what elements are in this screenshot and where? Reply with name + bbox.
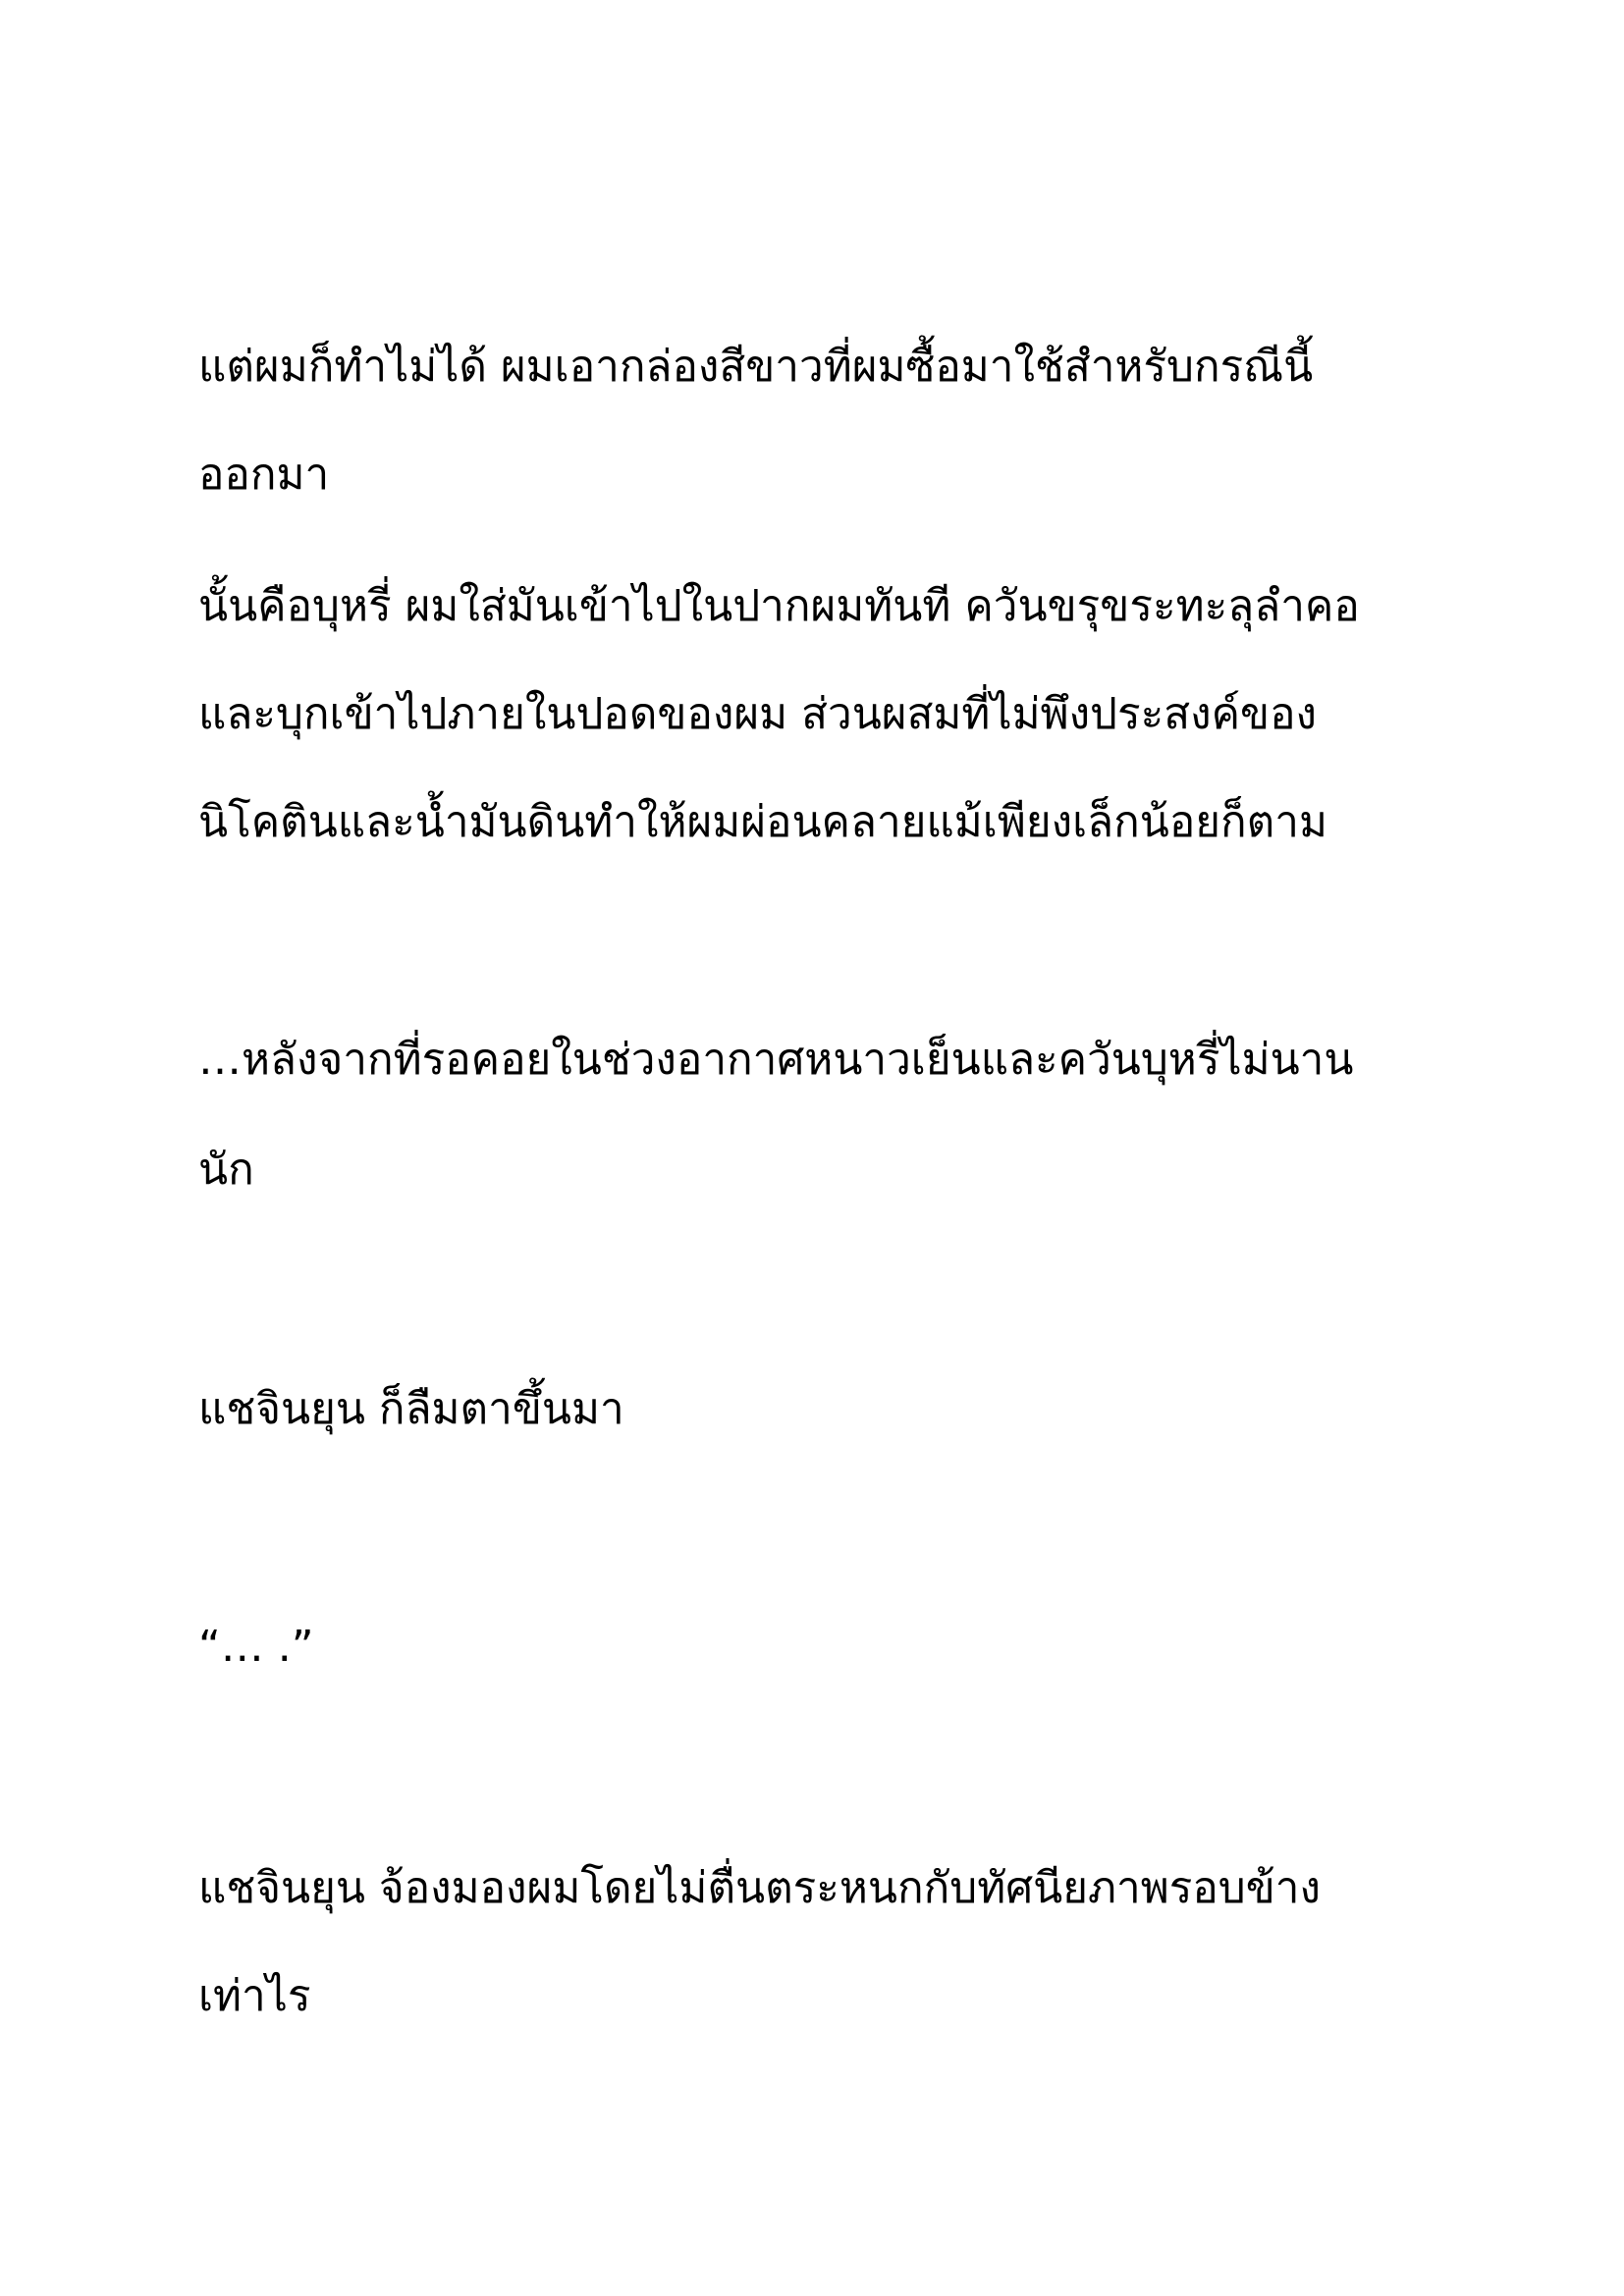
text-line: นั้นคือบุหรี่ ผมใส่มันเข้าไปในปากผมทันที ควันขรุขระทะลุลำคอ [198, 581, 1360, 631]
text-line: แชจินยุน ก็ลืมตาขึ้นมา [198, 1384, 624, 1434]
text-line: แชจินยุน จ้องมองผมโดยไม่ตื่นตระหนกกับทัศนียภาพรอบข้าง [198, 1863, 1321, 1913]
text-line: นิโคตินและน้ำมันดินทำให้ผมผ่อนคลายแม้เพียงเล็กน้อยก็ตาม [198, 797, 1327, 847]
text-line: …หลังจากที่รอคอยในช่วงอากาศหนาวเย็นและควันบุหรี่ไม่นาน [198, 1035, 1354, 1085]
text-line: นัก [198, 1145, 254, 1195]
dialogue-line: “… .” [198, 1622, 314, 1672]
text-line: เท่าไร [198, 1971, 311, 2021]
text-line: ออกมา [198, 450, 330, 500]
text-line: แต่ผมก็ทำไม่ได้ ผมเอากล่องสีขาวที่ผมซื้อมาใช้สำหรับกรณีนี้ [198, 342, 1314, 392]
text-line: และบุกเข้าไปภายในปอดของผม ส่วนผสมที่ไม่พึงประสงค์ของ [198, 689, 1318, 739]
